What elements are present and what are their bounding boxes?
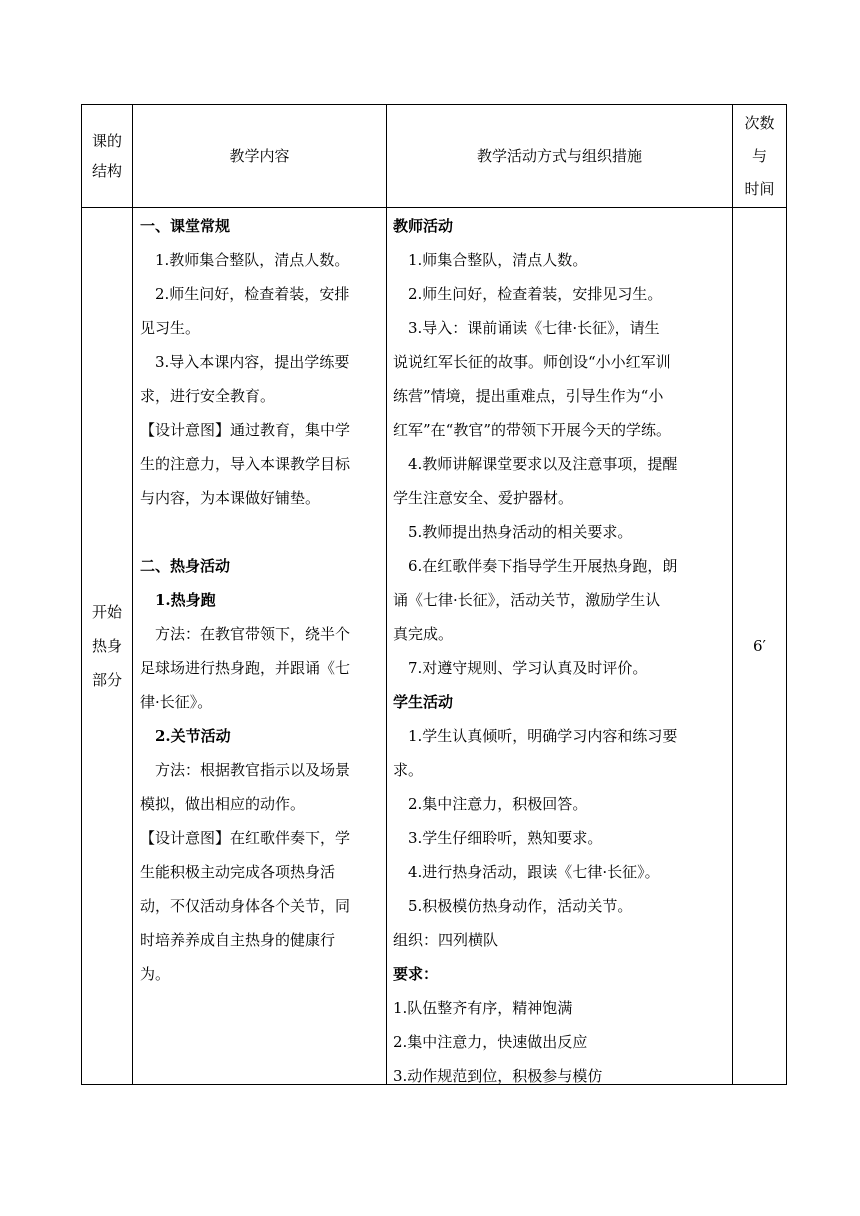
column-divider-2 bbox=[386, 104, 387, 1085]
duration-value: 6′ bbox=[753, 637, 766, 655]
content-line: 动，不仅活动身体各个关节，同 bbox=[140, 897, 351, 915]
activity-line: 2.集中注意力，快速做出反应 bbox=[393, 1033, 588, 1051]
content-line: 时培养养成自主热身的健康行 bbox=[140, 931, 336, 949]
blank-line bbox=[140, 515, 386, 549]
header-time-line: 与 bbox=[751, 146, 767, 165]
content-line: 3.导入本课内容，提出学练要 bbox=[155, 353, 350, 371]
content-line: 生的注意力，导入本课教学目标 bbox=[140, 455, 351, 473]
activity-line: 1.队伍整齐有序，精神饱满 bbox=[393, 999, 573, 1017]
header-structure-line: 结构 bbox=[91, 162, 122, 180]
header-time-line: 时间 bbox=[744, 179, 775, 198]
activity-line: 说说红军长征的故事。师创设“小小红军训 bbox=[393, 353, 671, 371]
activity-line: 学生活动 bbox=[393, 693, 454, 711]
activity-line: 组织：四列横队 bbox=[393, 931, 499, 949]
content-line: 为。 bbox=[140, 965, 171, 983]
content-line: 律·长征》。 bbox=[140, 693, 213, 711]
header-time bbox=[733, 105, 786, 207]
content-line: 求，进行安全教育。 bbox=[140, 387, 276, 405]
activity-line: 1.学生认真倾听，明确学习内容和练习要 bbox=[408, 727, 678, 745]
content-line: 1.热身跑 bbox=[155, 591, 216, 609]
content-line: 二、热身活动 bbox=[140, 557, 231, 575]
content-line: 【设计意图】在红歌伴奏下，学 bbox=[140, 829, 351, 847]
activity-line: 3.导入：课前诵读《七律·长征》，请生 bbox=[408, 319, 660, 337]
activity-line: 6.在红歌伴奏下指导学生开展热身跑，朗 bbox=[408, 557, 678, 575]
time-cell bbox=[733, 208, 786, 1084]
section-name-line: 开始 bbox=[91, 603, 122, 621]
header-activity bbox=[387, 105, 732, 207]
teaching-activity-cell bbox=[393, 209, 732, 1093]
activity-line: 1.师集合整队，清点人数。 bbox=[408, 251, 588, 269]
activity-line: 5.教师提出热身活动的相关要求。 bbox=[408, 523, 633, 541]
content-line: 【设计意图】通过教育，集中学 bbox=[140, 421, 351, 439]
header-content bbox=[133, 105, 386, 207]
activity-line: 真完成。 bbox=[393, 625, 454, 643]
activity-line: 2.集中注意力，积极回答。 bbox=[408, 795, 588, 813]
header-activity-label: 教学活动方式与组织措施 bbox=[476, 147, 642, 165]
activity-line: 2.师生问好，检查着装，安排见习生。 bbox=[408, 285, 663, 303]
table-border-right bbox=[786, 104, 787, 1085]
section-name-line: 部分 bbox=[91, 671, 122, 689]
activity-line: 4.进行热身活动，跟读《七律·长征》。 bbox=[408, 863, 660, 881]
content-line: 方法：在教官带领下，绕半个 bbox=[155, 625, 351, 643]
activity-line: 诵《七律·长征》，活动关节，激励学生认 bbox=[393, 591, 661, 609]
teaching-content-cell bbox=[140, 209, 386, 991]
activity-line: 3.动作规范到位，积极参与模仿 bbox=[393, 1067, 603, 1085]
content-line: 生能积极主动完成各项热身活 bbox=[140, 863, 336, 881]
activity-line: 7.对遵守规则、学习认真及时评价。 bbox=[408, 659, 648, 677]
activity-line: 学生注意安全、爱护器材。 bbox=[393, 489, 574, 507]
content-line: 一、课堂常规 bbox=[140, 217, 231, 235]
activity-line: 教师活动 bbox=[393, 217, 454, 235]
section-name-cell bbox=[82, 208, 132, 1084]
content-line: 模拟，做出相应的动作。 bbox=[140, 795, 306, 813]
content-line: 与内容，为本课做好铺垫。 bbox=[140, 489, 321, 507]
activity-line: 练营”情境，提出重难点，引导生作为“小 bbox=[393, 387, 664, 405]
section-name-line: 热身 bbox=[91, 637, 122, 655]
content-line: 方法：根据教官指示以及场景 bbox=[155, 761, 351, 779]
activity-line: 4.教师讲解课堂要求以及注意事项，提醒 bbox=[408, 455, 678, 473]
content-line: 足球场进行热身跑，并跟诵《七 bbox=[140, 659, 351, 677]
activity-line: 求。 bbox=[393, 761, 424, 779]
header-divider bbox=[81, 207, 787, 208]
activity-line: 红军”在“教官”的带领下开展今天的学练。 bbox=[393, 421, 672, 439]
content-line: 见习生。 bbox=[140, 319, 201, 337]
header-time-line: 次数 bbox=[744, 113, 775, 132]
header-structure-line: 课的 bbox=[91, 132, 122, 150]
header-content-label: 教学内容 bbox=[229, 147, 290, 165]
content-line: 2.师生问好，检查着装，安排 bbox=[155, 285, 350, 303]
activity-line: 要求： bbox=[393, 965, 439, 983]
header-structure bbox=[82, 105, 132, 207]
column-divider-1 bbox=[132, 104, 133, 1085]
content-line: 2.关节活动 bbox=[155, 727, 231, 745]
activity-line: 3.学生仔细聆听，熟知要求。 bbox=[408, 829, 603, 847]
content-line: 1.教师集合整队，清点人数。 bbox=[155, 251, 350, 269]
lesson-plan-table bbox=[81, 104, 787, 1085]
activity-line: 5.积极模仿热身动作，活动关节。 bbox=[408, 897, 633, 915]
